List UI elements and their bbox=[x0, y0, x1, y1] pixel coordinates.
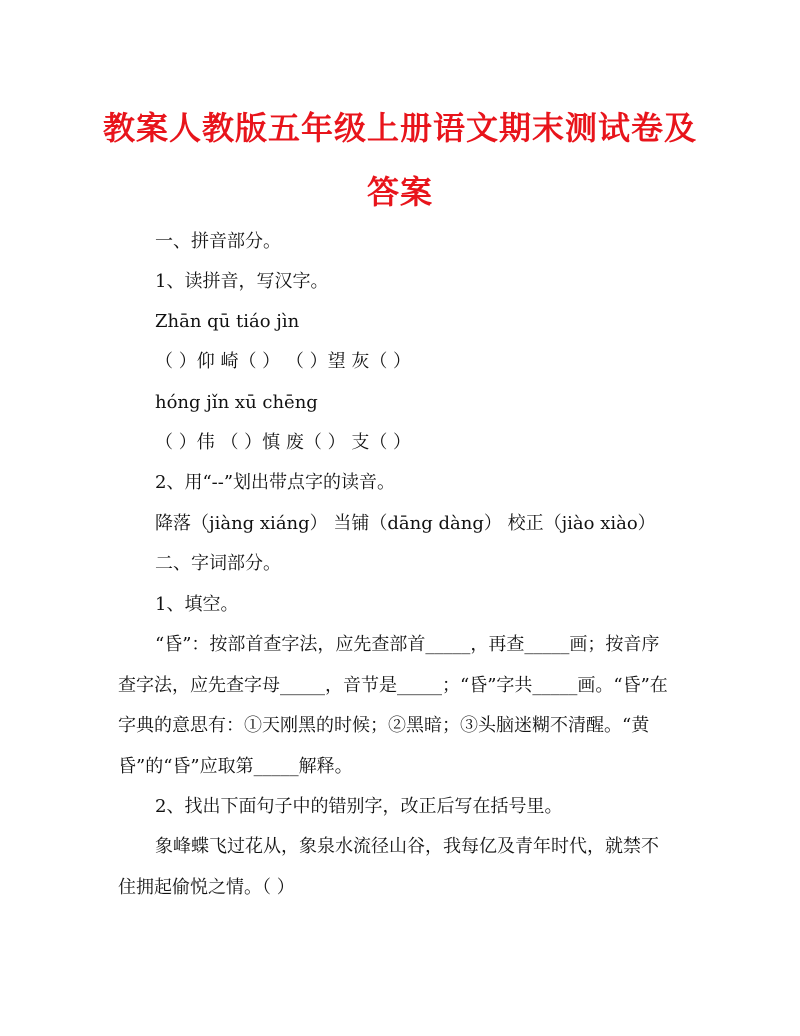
paragraph-line: 象峰蝶飞过花从，象泉水流径山谷，我每亿及青年时代，就禁不 bbox=[155, 836, 659, 857]
question-typo-heading: 2、找出下面句子中的错别字，改正后写在括号里。 bbox=[155, 796, 563, 817]
pinyin-line-1: Zhān qū tiáo jìn bbox=[155, 311, 300, 332]
document-title-line-2: 答案 bbox=[366, 173, 433, 211]
section-heading-words: 二、字词部分。 bbox=[155, 553, 281, 574]
blank-line-2: （ ）伟 （ ）慎 废（ ） 支（ ） bbox=[155, 432, 412, 453]
question-2-heading: 2、用“--”划出带点字的读音。 bbox=[155, 472, 396, 493]
fill-blank-heading: 1、填空。 bbox=[155, 594, 239, 615]
reading-choices-line: 降落（jiàng xiáng） 当铺（dāng dàng） 校正（jiào xiào） bbox=[155, 513, 656, 534]
question-1-heading: 1、读拼音，写汉字。 bbox=[155, 271, 329, 292]
section-heading-pinyin: 一、拼音部分。 bbox=[155, 231, 281, 252]
paragraph-line: 住拥起偷悦之情。（ ） bbox=[118, 877, 295, 898]
blank-line-1: （ ）仰 崎（ ） （ ）望 灰（ ） bbox=[155, 351, 412, 372]
document-title-line-1: 教案人教版五年级上册语文期末测试卷及 bbox=[102, 109, 697, 147]
pinyin-line-2: hóng jǐn xū chēng bbox=[155, 392, 318, 413]
paragraph-line: 字典的意思有：①天刚黑的时候；②黑暗；③头脑迷糊不清醒。“黄 bbox=[118, 715, 650, 736]
paragraph-line: “昏”：按部首查字法，应先查部首_____，再查_____画；按音序 bbox=[155, 634, 660, 655]
paragraph-line: 昏”的“昏”应取第_____解释。 bbox=[118, 756, 353, 777]
paragraph-line: 查字法，应先查字母_____，音节是_____；“昏”字共_____画。“昏”在 bbox=[118, 675, 668, 696]
